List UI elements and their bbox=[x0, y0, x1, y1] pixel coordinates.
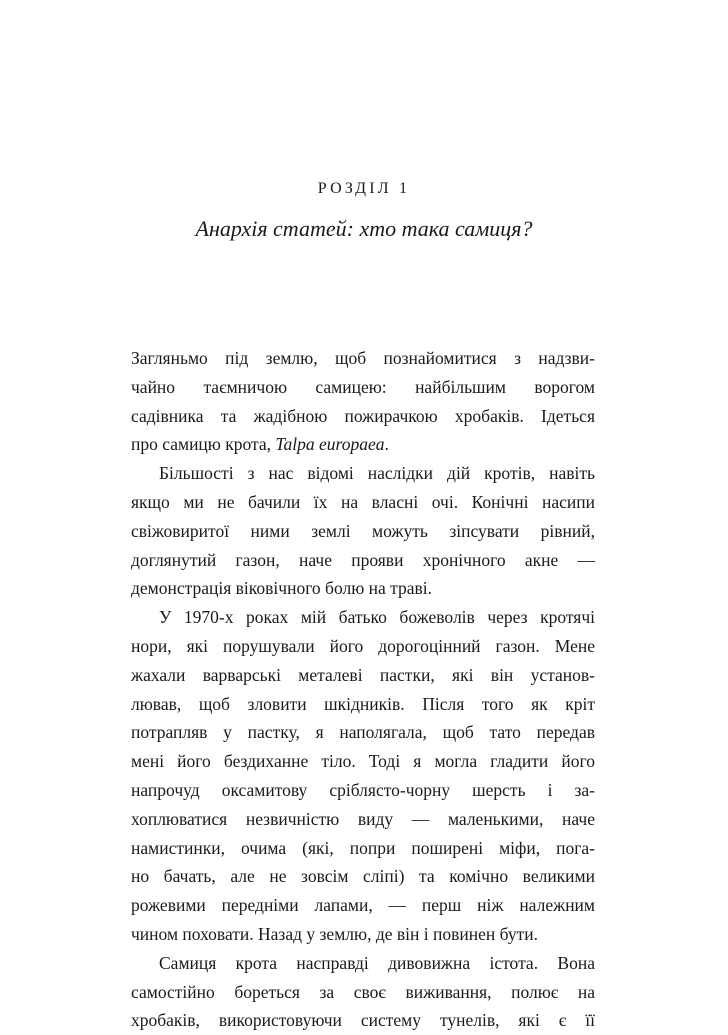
text-line: жахали варварські металеві пастки, які він установ- bbox=[131, 664, 595, 685]
text-line: намистинки, очима (які, попри поширені міфи, пога- bbox=[131, 837, 595, 858]
text-line: рожевими передніми лапами, — перш ніж належним bbox=[131, 895, 595, 916]
text-line: самостійно бореться за своє виживання, полює на bbox=[131, 981, 595, 1002]
text-line: мені його бездиханне тіло. Тоді я могла гладити його bbox=[131, 751, 595, 772]
text-line: Загляньмо під землю, щоб познайомитися з надзви- bbox=[131, 348, 595, 368]
text-line: демонстрація віковічного болю на траві. bbox=[131, 578, 433, 599]
text-line: чином поховати. Назад у землю, де він і повинен бути. bbox=[131, 923, 538, 944]
chapter-title: Анархія статей: хто така самиця? bbox=[195, 216, 533, 241]
text-line: хробаків, використовуючи систему тунелів, які є її bbox=[131, 1010, 595, 1031]
text-line bbox=[131, 430, 595, 459]
text-line: У 1970-х роках мій батько божеволів через кротячі bbox=[159, 607, 595, 628]
text-line: потрапляв у пастку, я наполягала, щоб тато передав bbox=[131, 722, 595, 743]
text-line: хоплюватися незвичністю виду — маленькими, наче bbox=[131, 808, 595, 829]
text-line: садівника та жадібною пожирачкою хробаків. Ідеться bbox=[131, 405, 595, 426]
text-line: но бачать, але не зовсім сліпі) та комічно великими bbox=[131, 866, 595, 887]
text-line: Більшості з нас відомі наслідки дій кротів, навіть bbox=[159, 463, 595, 484]
body-text bbox=[131, 344, 595, 1035]
species-name: Talpa europaea bbox=[275, 434, 385, 455]
text-line: свіжовиритої ними землі можуть зіпсувати рівний, bbox=[131, 520, 595, 541]
chapter-label: РОЗДІЛ 1 bbox=[317, 180, 411, 197]
text-line: якщо ми не бачили їх на власні очі. Конічні насипи bbox=[131, 491, 595, 512]
text-fragment: про самицю крота, bbox=[131, 434, 276, 455]
text-line: чайно таємничою самицею: найбільшим ворогом bbox=[131, 376, 595, 397]
text-line: лював, щоб зловити шкідників. Після того як кріт bbox=[131, 693, 595, 714]
text-line: напрочуд оксамитову сріблясто-чорну шерсть і за- bbox=[131, 779, 595, 800]
text-line: доглянутий газон, наче прояви хронічного акне — bbox=[131, 549, 595, 570]
text-line: нори, які порушували його дорогоцінний газон. Мене bbox=[131, 635, 595, 656]
text-line: Самиця крота насправді дивовижна істота. Вона bbox=[159, 952, 595, 973]
text-fragment: . bbox=[384, 434, 389, 455]
